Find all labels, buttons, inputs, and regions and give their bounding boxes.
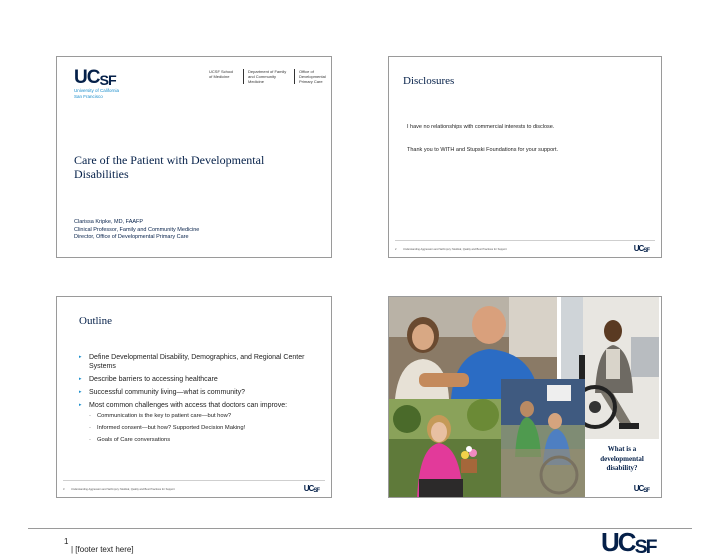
ucsf-logo: UCSF (74, 67, 116, 89)
photo-boy-in-wheelchair (501, 379, 585, 497)
sub-list-item: - Goals of Care conversations (89, 437, 171, 443)
department-school: UCSF School of Medicine (209, 69, 234, 79)
disclosure-line: I have no relationships with commercial interests to disclose. (407, 124, 555, 130)
department-list (205, 69, 332, 84)
slide-3-outline (56, 296, 332, 498)
slide-number: 3 (63, 488, 65, 491)
ucsf-logo: UCSF (633, 484, 649, 494)
presentation-title: Care of the Patient with Developmental Disabilities (74, 153, 265, 181)
page-footer-text: | [footer text here] (71, 545, 134, 554)
slide-title: Outline (79, 315, 112, 327)
department-family: Department of Family and Community Medicine (243, 69, 294, 84)
footer-divider (63, 480, 325, 481)
list-item: ▸ Most common challenges with access that doctors can improve: - Communication is the key to patient care—but how? - Informed consent—but how? Supported Decision Making! - Goals of Care conversations (79, 401, 309, 444)
slide-2-disclosures (388, 56, 662, 258)
slide-number: 2 (395, 248, 397, 251)
slide-caption: What is a developmental disability? (585, 443, 659, 489)
slide-footer-text: Understanding Aggression and Self-Injury: Medical, Quality and Best Practices for Support (403, 248, 507, 251)
presenter-info: Clarissa Kripke, MD, FAAFP Clinical Professor, Family and Community Medicine Director, Office of Developmental Primary Care (74, 219, 200, 240)
slide-footer-text: Understanding Aggression and Self-Injury: Medical, Quality and Best Practices for Support (71, 488, 175, 491)
department-office: Office of Developmental Primary Care (294, 69, 332, 84)
page-footer-divider (28, 528, 692, 529)
photo-girl-with-flowers (389, 399, 501, 498)
university-name: University of California San Francisco (74, 88, 120, 99)
slide-4-photo-collage (388, 296, 662, 498)
ucsf-logo: UCSF (601, 527, 656, 558)
slide-title: Disclosures (403, 75, 455, 87)
ucsf-logo: UCSF (633, 244, 649, 254)
ucsf-logo: UCSF (303, 484, 319, 494)
list-item: ▸ Define Developmental Disability, Demographics, and Regional Center Systems (79, 354, 305, 370)
slide-1-title (56, 56, 332, 258)
list-item: ▸ Successful community living—what is community? (79, 389, 245, 396)
sub-list-item: - Informed consent—but how? Supported Decision Making! (89, 425, 246, 431)
list-item: ▸ Describe barriers to accessing healthcare (79, 376, 218, 383)
sub-list-item: - Communication is the key to patient care—but how? (89, 413, 232, 419)
footer-divider (395, 240, 655, 241)
page-number: 1 (64, 537, 69, 546)
disclosure-line: Thank you to WITH and Stupski Foundations for your support. (407, 147, 559, 153)
sub-list (89, 413, 309, 444)
outline-list (79, 353, 309, 449)
